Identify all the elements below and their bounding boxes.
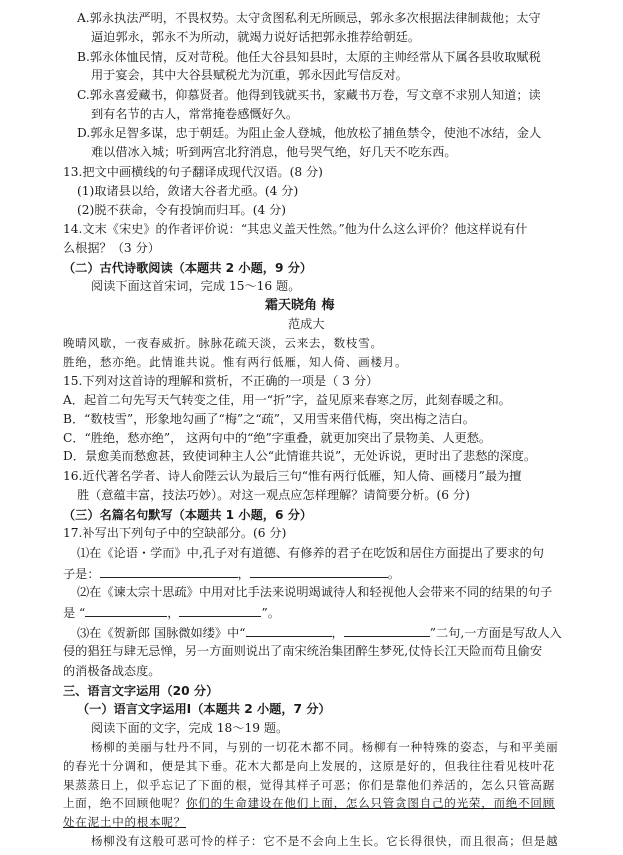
q15-option-c: C．“胜绝，愁亦绝”， 这两句中的“绝”字重叠，就更加突出了景物美、人更愁。 bbox=[63, 430, 492, 445]
q15-option-a: A．起首二句先写天气转变之佳，用一“折”字，益见原来春寒之厉，此刻春暖之和。 bbox=[63, 393, 511, 407]
q17-item3-suffix: ”二句,一方面是写敌人入 bbox=[429, 625, 562, 640]
answer-blank-5[interactable] bbox=[246, 624, 332, 637]
poem-title: 霜天晓角 梅 bbox=[265, 298, 335, 313]
q17-item2-line1: ⑵在《谏太宗十思疏》中用对比手法来说明竭诚待人和轻视他人会带来不同的结果的句子 bbox=[77, 585, 553, 600]
part-3-subheading: （一）语言文字运用Ⅰ（本题共 2 小题，7 分） bbox=[77, 702, 331, 717]
answer-blank-6[interactable] bbox=[344, 624, 430, 637]
answer-blank-2[interactable] bbox=[250, 565, 388, 578]
section-3-heading: （三）名篇名句默写（本题共 1 小题，6 分） bbox=[63, 507, 313, 522]
q14-line1: 14.文末《宋史》的作者评价说：“其忠义盖天性然。”他为什么这么评价？他这样说有什 bbox=[63, 222, 528, 237]
answer-blank-4[interactable] bbox=[179, 604, 261, 617]
part-3-heading: 三、语言文字运用（20 分） bbox=[63, 683, 219, 698]
option-12b-line1: B.郭永体恤民情，反对苛税。他任大谷县知县时，太原的主帅经常从下属各县收取赋税 bbox=[77, 49, 541, 64]
q17-item1-line1: ⑴在《论语・学而》中,孔子对有道德、有修养的君子在吃饭和居住方面提出了要求的句 bbox=[77, 546, 544, 560]
passage-line-1: 杨柳的美丽与牡丹不同，与别的一切花木都不同。杨柳有一种特殊的姿态，与和平美丽 bbox=[91, 740, 559, 754]
passage-line-6: 杨柳没有这般可恶可怜的样子：它不是不会向上生长。它长得很快，而且很高；但是越 bbox=[91, 834, 559, 848]
option-12a-line2: 逼迫郭永，郭永不为所动，就竭力说好话把郭永推荐给朝廷。 bbox=[91, 29, 421, 44]
option-12d-line2: 难以借冰入城；听到两宫北狩消息，他号哭气绝，好几天不吃东西。 bbox=[91, 145, 457, 160]
q17-item2-line2 bbox=[63, 604, 280, 621]
q15-option-d: D．景愈美而愁愈甚，致使词种主人公“此情谁共说”，无处诉说，更时出了悲愁的深度。 bbox=[63, 449, 537, 464]
section-2-intro: 阅读下面这首宋词，完成 15～16 题。 bbox=[91, 279, 301, 294]
q17-item2-end: ”。 bbox=[261, 606, 280, 620]
passage-line-3: 果蒸蒸日上，似乎忘记了下面的根，觉得其样子可恶；你们是靠他们养活的，怎么只管高踞 bbox=[63, 777, 555, 792]
q17-item1-prefix: 子是： bbox=[63, 566, 100, 581]
q15-stem: 15.下列对这首诗的理解和赏析，不正确的一项是（ 3 分） bbox=[63, 374, 379, 389]
q13-sentence-1: (1)取诸县以给，敛诸大谷者尤亟。(4 分) bbox=[77, 183, 299, 198]
answer-blank-1[interactable] bbox=[100, 565, 238, 578]
passage-underlined-sentence: 你们的生命建设在他们上面，怎么只管贪图自己的光荣，而绝不回顾 bbox=[186, 796, 555, 811]
passage-line-4 bbox=[63, 795, 555, 811]
section-2-heading: （二）古代诗歌阅读（本题共 2 小题，9 分） bbox=[63, 260, 313, 275]
q17-item3-line3: 的消极备战态度。 bbox=[63, 663, 161, 678]
option-12a-line1: A.郭永执法严明，不畏权势。太守贪图私利无所顾忌，郭永多次根据法律制裁他；太守 bbox=[77, 11, 541, 25]
passage-line-2: 的春光十分调和，便是其下垂。花木大都是向上发展的，这原是好的，但我往往看见枝叶花 bbox=[63, 758, 555, 773]
q17-item3-line2: 侵的猖狂与肆无忌惮，另一方面则说出了南宋统治集团醉生梦死,仗恃长江天险而苟且偷安 bbox=[63, 644, 543, 659]
q14-line2: 么根据？（3 分） bbox=[63, 240, 160, 255]
option-12c-line2: 到有名节的古人，常常掩卷感慨好久。 bbox=[91, 106, 299, 121]
poem-line-2: 胜绝，愁亦绝。此情谁共说。惟有两行低雁，知人倚、画楼月。 bbox=[63, 354, 408, 369]
q17-item1-period: 。 bbox=[387, 566, 400, 581]
answer-blank-3[interactable] bbox=[85, 604, 167, 617]
q17-item1-line2 bbox=[63, 565, 400, 582]
q17-item2-prefix: 是 “ bbox=[63, 606, 86, 620]
q17-stem: 17.补写出下列句子中的空缺部分。(6 分) bbox=[63, 526, 287, 541]
q15-option-b: B．“数枝雪”，形象地勾画了“梅”之“疏”，又用雪来借代梅，突出梅之洁白。 bbox=[63, 411, 475, 426]
poem-author: 范成大 bbox=[288, 317, 325, 331]
q17-item2-comma: ， bbox=[167, 606, 180, 620]
q17-item3-line1 bbox=[77, 624, 562, 641]
passage-line-5: 处在泥土中的根本呢？ bbox=[63, 815, 186, 830]
part-3-intro: 阅读下面的文字，完成 18～19 题。 bbox=[91, 721, 289, 736]
q13-stem: 13.把文中画横线的句子翻译成现代汉语。(8 分) bbox=[63, 164, 323, 179]
q13-sentence-2: (2)脱不获命，令有投饷而归耳。(4 分) bbox=[77, 203, 287, 218]
poem-line-1: 晚晴风歇，一夜春威折。脉脉花疏天淡，云来去，数枝雪。 bbox=[63, 335, 383, 350]
q17-item1-comma: ， bbox=[237, 566, 250, 581]
option-12b-line2: 用于宴会，其中大谷县赋税尤为沉重，郭永因此写信反对。 bbox=[91, 68, 408, 83]
option-12d-line1: D.郭永足智多谋，忠于朝廷。为阻止金人登城，他放松了捕鱼禁令，使池不冰结，金人 bbox=[77, 126, 542, 141]
q17-item3-prefix: ⑶在《贺新郎 国脉微如缕》中“ bbox=[77, 625, 246, 640]
q17-item3-comma: ， bbox=[331, 625, 344, 640]
passage-line-4-start: 上面，绝不回顾他呢？ bbox=[63, 796, 186, 811]
q16-line2: 胜（意蕴丰富，技法巧妙）。对这一观点应怎样理解？请简要分析。(6 分) bbox=[77, 487, 470, 502]
option-12c-line1: C.郭永喜爱藏书，仰慕贤者。他得到钱就买书，家藏书万卷，写文章不求别人知道；读 bbox=[77, 87, 541, 102]
q16-line1: 16.近代著名学者、诗人俞陛云认为最后三句“惟有两行低雁，知人倚、画楼月”最为擅 bbox=[63, 469, 522, 484]
